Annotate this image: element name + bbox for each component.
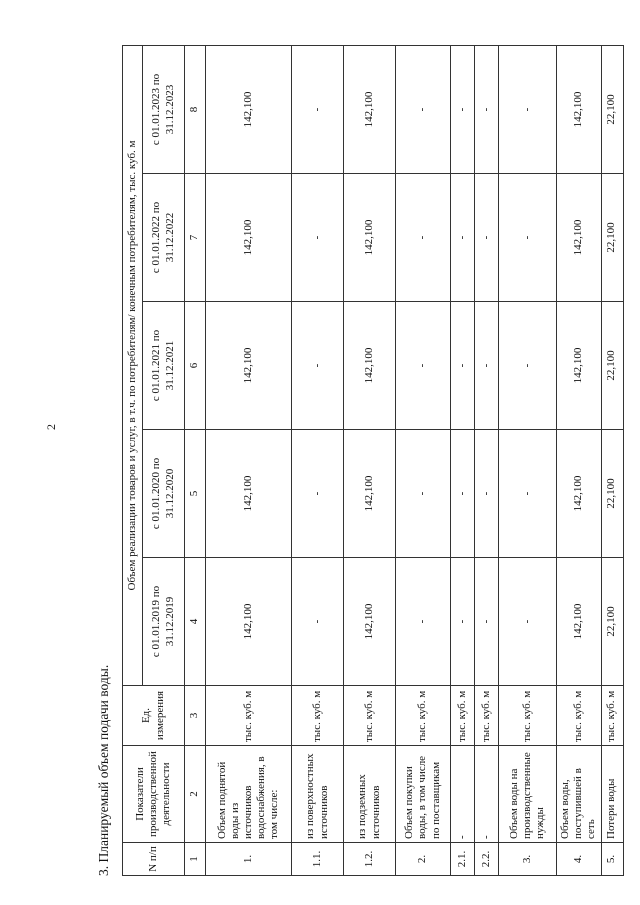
row-value: - — [451, 430, 475, 558]
row-indicator: Объем воды, поступившей в сеть — [557, 746, 602, 843]
row-unit: тыс. куб. м — [396, 686, 451, 746]
row-value: - — [475, 174, 499, 302]
row-value: 142,100 — [557, 174, 602, 302]
row-value: - — [499, 430, 557, 558]
row-value: 142,100 — [344, 302, 396, 430]
column-index: 1 — [185, 843, 206, 876]
row-value: 142,100 — [557, 558, 602, 686]
row-value: - — [292, 558, 344, 686]
header-indicator: Показатели производственной деятельности — [123, 746, 185, 843]
row-value: - — [396, 302, 451, 430]
row-value: - — [475, 45, 499, 173]
table-row — [396, 45, 451, 875]
row-value: 142,100 — [206, 302, 292, 430]
row-num: 1.2. — [344, 843, 396, 876]
column-index: 2 — [185, 746, 206, 843]
row-num: 1.1. — [292, 843, 344, 876]
row-value: - — [499, 45, 557, 173]
row-value: 142,100 — [344, 174, 396, 302]
row-num: 1. — [206, 843, 292, 876]
table-row — [557, 45, 602, 875]
row-value: - — [292, 45, 344, 173]
row-value: - — [292, 302, 344, 430]
table-row — [499, 45, 557, 875]
header-unit: Ед. измерения — [123, 686, 185, 746]
row-value: - — [499, 302, 557, 430]
column-index: 7 — [185, 174, 206, 302]
row-value: - — [451, 45, 475, 173]
column-index: 5 — [185, 430, 206, 558]
row-value: 142,100 — [206, 45, 292, 173]
row-indicator: Объем поднятой воды из источников водоснабжения, в том числе: — [206, 746, 292, 843]
column-index: 8 — [185, 45, 206, 173]
row-value: - — [451, 174, 475, 302]
row-value: 142,100 — [557, 45, 602, 173]
row-num: 4. — [557, 843, 602, 876]
row-num: 2.2. — [475, 843, 499, 876]
table-row — [475, 45, 499, 875]
row-unit: тыс. куб. м — [344, 686, 396, 746]
row-value: 142,100 — [206, 174, 292, 302]
row-value: - — [396, 174, 451, 302]
row-value: - — [499, 174, 557, 302]
table-row — [451, 45, 475, 875]
column-index-row — [185, 45, 206, 875]
row-indicator: из подземных источников — [344, 746, 396, 843]
header-period-2020: с 01.01.2020 по 31.12.2020 — [143, 430, 185, 558]
header-volume-group: Объем реализации товаров и услуг, в т.ч. по потребителям/ конечным потребителям, тыс. куб. м — [123, 45, 143, 685]
row-value: 22,100 — [601, 558, 623, 686]
row-value: - — [292, 430, 344, 558]
header-period-2022: с 01.01.2022 по 31.12.2022 — [143, 174, 185, 302]
table-row — [292, 45, 344, 875]
row-unit: тыс. куб. м — [601, 686, 623, 746]
row-num: 5. — [601, 843, 623, 876]
column-index: 3 — [185, 686, 206, 746]
table-row — [344, 45, 396, 875]
row-value: - — [475, 430, 499, 558]
row-value: - — [499, 558, 557, 686]
row-value: 142,100 — [206, 558, 292, 686]
row-value: 22,100 — [601, 430, 623, 558]
row-unit: тыс. куб. м — [292, 686, 344, 746]
row-value: - — [292, 174, 344, 302]
row-value: - — [396, 45, 451, 173]
header-num: N п/п — [123, 843, 185, 876]
row-num: 3. — [499, 843, 557, 876]
table-row — [206, 45, 292, 875]
column-index: 6 — [185, 302, 206, 430]
row-indicator: Потери воды — [601, 746, 623, 843]
row-indicator: из поверхностных источников — [292, 746, 344, 843]
row-indicator: Объем покупки воды, в том числе по поставщикам — [396, 746, 451, 843]
row-value: - — [396, 558, 451, 686]
row-value: - — [475, 302, 499, 430]
header-period-2023: с 01.01.2023 по 31.12.2023 — [143, 45, 185, 173]
row-unit: тыс. куб. м — [451, 686, 475, 746]
row-value: 22,100 — [601, 302, 623, 430]
page-number: 2 — [44, 424, 58, 430]
row-indicator: Объем воды на производственные нужды — [499, 746, 557, 843]
row-value: 22,100 — [601, 174, 623, 302]
row-num: 2.1. — [451, 843, 475, 876]
rotated-content — [95, 46, 624, 876]
row-value: - — [396, 430, 451, 558]
row-unit: тыс. куб. м — [206, 686, 292, 746]
row-value: 142,100 — [344, 558, 396, 686]
row-indicator: - — [475, 746, 499, 843]
water-supply-table — [122, 45, 624, 876]
row-value: - — [451, 558, 475, 686]
row-value: 142,100 — [344, 430, 396, 558]
section-heading: 3. Планируемый объем подачи воды. — [96, 664, 111, 876]
row-value: - — [451, 302, 475, 430]
table-row — [601, 45, 623, 875]
row-unit: тыс. куб. м — [475, 686, 499, 746]
header-period-2021: с 01.01.2021 по 31.12.2021 — [143, 302, 185, 430]
row-unit: тыс. куб. м — [499, 686, 557, 746]
row-value: 142,100 — [557, 430, 602, 558]
header-period-2019: с 01.01.2019 по 31.12.2019 — [143, 558, 185, 686]
row-value: 22,100 — [601, 45, 623, 173]
row-indicator: - — [451, 746, 475, 843]
row-unit: тыс. куб. м — [557, 686, 602, 746]
row-value: 142,100 — [344, 45, 396, 173]
row-value: 142,100 — [557, 302, 602, 430]
row-value: - — [475, 558, 499, 686]
row-value: 142,100 — [206, 430, 292, 558]
column-index: 4 — [185, 558, 206, 686]
row-num: 2. — [396, 843, 451, 876]
